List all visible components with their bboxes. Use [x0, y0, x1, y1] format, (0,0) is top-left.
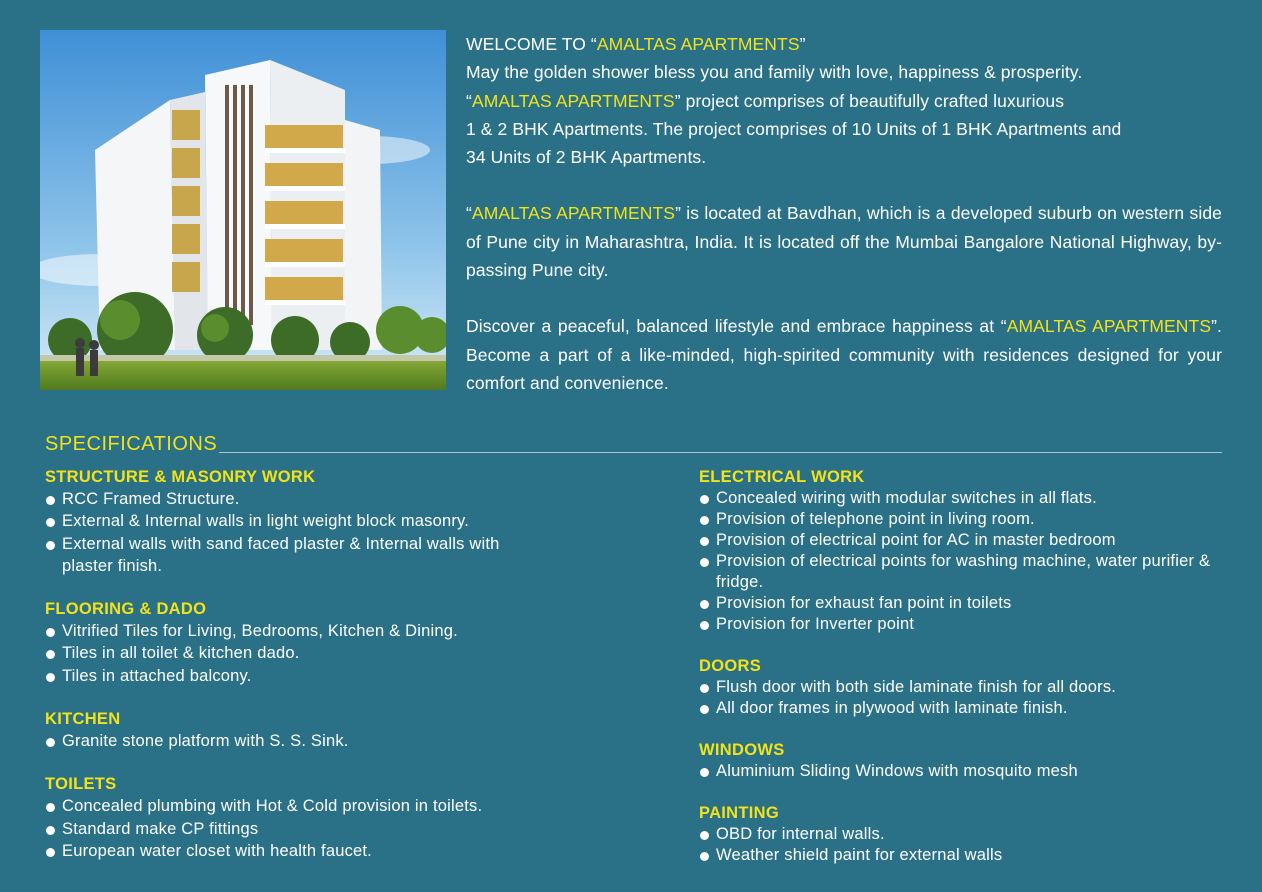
intro-paragraph-2: “AMALTAS APARTMENTS” is located at Bavdhan, which is a developed suburb on western side of Pune city in Maharashtra, India. It is located off the Mumbai Bangalore National Highway, by-passing Pune city. [466, 203, 1222, 281]
spec-item: Vitrified Tiles for Living, Bedrooms, Kitchen & Dining. [45, 620, 645, 642]
spec-section-title: PAINTING [699, 804, 780, 822]
spec-item: Standard make CP fittings [45, 818, 645, 840]
spec-section-kitchen [45, 708, 645, 752]
spec-item: Concealed wiring with modular switches in all flats. [699, 488, 1229, 509]
spec-item: External & Internal walls in light weight block masonry. [45, 510, 645, 532]
intro-paragraph-1: May the golden shower bless you and family with love, happiness & prosperity. “AMALTAS APARTMENTS” project comprises of beautifully crafted luxurious 1 & 2 BHK Apartments. The project comprises of 10 Units of 1 BHK Apartments and 34 Units of 2 BHK Apartments. [466, 62, 1122, 168]
specifications-divider [219, 452, 1222, 453]
specifications-title: SPECIFICATIONS [45, 433, 218, 455]
spec-item: Concealed plumbing with Hot & Cold provision in toilets. [45, 795, 645, 817]
spec-item: Granite stone platform with S. S. Sink. [45, 730, 645, 752]
spec-item: Aluminium Sliding Windows with mosquito mesh [699, 761, 1229, 782]
spec-section-title: ELECTRICAL WORK [699, 468, 865, 486]
spec-item: External walls with sand faced plaster & Internal walls with plaster finish. [45, 533, 532, 578]
intro-text [466, 30, 1222, 397]
spec-item: Weather shield paint for external walls [699, 845, 1229, 866]
spec-section-windows [699, 739, 1229, 782]
spec-item: Tiles in all toilet & kitchen dado. [45, 642, 645, 664]
spec-item: Provision of electrical point for AC in master bedroom [699, 530, 1229, 551]
spec-section-title: KITCHEN [45, 710, 121, 729]
spec-item: Provision for Inverter point [699, 614, 1229, 635]
spec-section-title: FLOORING & DADO [45, 600, 207, 619]
spec-item: RCC Framed Structure. [45, 488, 645, 510]
spec-section-title: WINDOWS [699, 741, 785, 759]
spec-section-doors [699, 655, 1229, 719]
project-name: AMALTAS APARTMENTS [596, 34, 800, 54]
spec-item: Provision of telephone point in living room. [699, 509, 1229, 530]
spec-section-toilets [45, 773, 645, 862]
spec-section-painting [699, 802, 1229, 866]
welcome-line: WELCOME TO “AMALTAS APARTMENTS” [466, 34, 806, 54]
spec-item: All door frames in plywood with laminate finish. [699, 698, 1229, 719]
spec-section-title: STRUCTURE & MASONRY WORK [45, 468, 316, 486]
spec-section-structure [45, 466, 645, 577]
spec-item: European water closet with health faucet. [45, 840, 645, 862]
spec-item: OBD for internal walls. [699, 824, 1229, 845]
specifications-header [45, 430, 1222, 456]
building-image [40, 30, 446, 390]
spec-item: Tiles in attached balcony. [45, 665, 645, 687]
spec-item: Provision of electrical points for washing machine, water purifier & fridge. [699, 551, 1216, 593]
spec-section-electrical [699, 466, 1229, 635]
spec-section-title: TOILETS [45, 775, 117, 794]
spec-section-flooring [45, 598, 645, 687]
spec-item: Flush door with both side laminate finish for all doors. [699, 677, 1229, 698]
spec-item: Provision for exhaust fan point in toilets [699, 593, 1229, 614]
specifications-right-column [699, 466, 1229, 866]
intro-paragraph-3: Discover a peaceful, balanced lifestyle and embrace happiness at “AMALTAS APARTMENTS”. Become a part of a like-minded, high-spirited community with residences designed for your comfort and convenience. [466, 316, 1222, 393]
specifications-left-column [45, 466, 645, 862]
spec-section-title: DOORS [699, 657, 762, 675]
